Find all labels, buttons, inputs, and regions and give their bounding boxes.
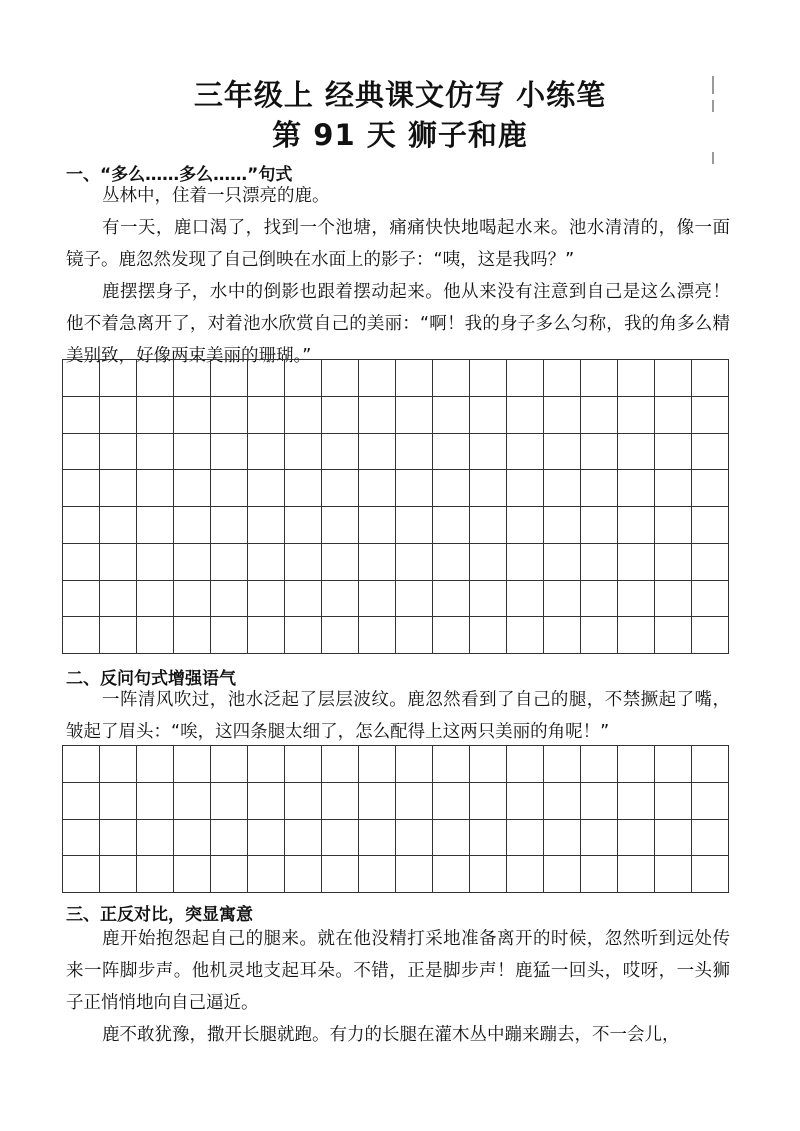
grid-cell[interactable]: [63, 820, 100, 857]
grid-cell[interactable]: [211, 360, 248, 397]
grid-cell[interactable]: [544, 544, 581, 581]
grid-cell[interactable]: [655, 360, 692, 397]
grid-cell[interactable]: [433, 544, 470, 581]
grid-cell[interactable]: [322, 507, 359, 544]
grid-cell[interactable]: [63, 507, 100, 544]
grid-cell[interactable]: [544, 820, 581, 857]
grid-cell[interactable]: [248, 507, 285, 544]
grid-cell[interactable]: [396, 746, 433, 783]
grid-cell[interactable]: [655, 746, 692, 783]
grid-cell[interactable]: [211, 507, 248, 544]
grid-cell[interactable]: [618, 434, 655, 471]
grid-cell[interactable]: [655, 434, 692, 471]
grid-cell[interactable]: [322, 820, 359, 857]
grid-cell[interactable]: [692, 820, 729, 857]
grid-cell[interactable]: [100, 783, 137, 820]
grid-cell[interactable]: [211, 856, 248, 893]
grid-cell[interactable]: [618, 397, 655, 434]
grid-cell[interactable]: [211, 470, 248, 507]
grid-cell[interactable]: [655, 397, 692, 434]
grid-cell[interactable]: [433, 856, 470, 893]
grid-cell[interactable]: [470, 581, 507, 618]
grid-cell[interactable]: [285, 856, 322, 893]
grid-cell[interactable]: [359, 581, 396, 618]
grid-cell[interactable]: [174, 397, 211, 434]
grid-cell[interactable]: [544, 783, 581, 820]
grid-cell[interactable]: [100, 470, 137, 507]
grid-cell[interactable]: [63, 544, 100, 581]
grid-cell[interactable]: [211, 434, 248, 471]
grid-cell[interactable]: [507, 856, 544, 893]
grid-cell[interactable]: [470, 507, 507, 544]
grid-cell[interactable]: [581, 360, 618, 397]
grid-cell[interactable]: [63, 856, 100, 893]
grid-cell[interactable]: [581, 820, 618, 857]
grid-cell[interactable]: [137, 581, 174, 618]
grid-cell[interactable]: [544, 617, 581, 654]
grid-cell[interactable]: [507, 397, 544, 434]
grid-cell[interactable]: [692, 507, 729, 544]
grid-cell[interactable]: [618, 617, 655, 654]
grid-cell[interactable]: [137, 820, 174, 857]
grid-cell[interactable]: [655, 617, 692, 654]
page-title: 三年级上 经典课文仿写 小练笔: [193, 78, 607, 112]
grid-cell[interactable]: [248, 617, 285, 654]
grid-cell[interactable]: [581, 746, 618, 783]
grid-cell[interactable]: [100, 746, 137, 783]
grid-cell[interactable]: [544, 434, 581, 471]
grid-cell[interactable]: [248, 470, 285, 507]
grid-cell[interactable]: [396, 544, 433, 581]
grid-cell[interactable]: [211, 820, 248, 857]
paragraph: 丛林中，住着一只漂亮的鹿。: [102, 186, 330, 206]
grid-cell[interactable]: [174, 507, 211, 544]
grid-cell[interactable]: [322, 397, 359, 434]
grid-cell[interactable]: [655, 507, 692, 544]
grid-cell[interactable]: [359, 544, 396, 581]
grid-cell[interactable]: [137, 470, 174, 507]
grid-cell[interactable]: [248, 783, 285, 820]
grid-cell[interactable]: [137, 397, 174, 434]
grid-cell[interactable]: [359, 507, 396, 544]
grid-cell[interactable]: [359, 360, 396, 397]
grid-cell[interactable]: [396, 470, 433, 507]
grid-cell[interactable]: [248, 397, 285, 434]
grid-cell[interactable]: [581, 617, 618, 654]
grid-cell[interactable]: [285, 507, 322, 544]
grid-cell[interactable]: [433, 360, 470, 397]
grid-cell[interactable]: [692, 581, 729, 618]
grid-cell[interactable]: [396, 581, 433, 618]
grid-cell[interactable]: [285, 746, 322, 783]
grid-cell[interactable]: [211, 397, 248, 434]
grid-cell[interactable]: [285, 820, 322, 857]
grid-cell[interactable]: [211, 617, 248, 654]
grid-cell[interactable]: [544, 397, 581, 434]
grid-cell[interactable]: [174, 746, 211, 783]
grid-cell[interactable]: [322, 434, 359, 471]
grid-cell[interactable]: [396, 360, 433, 397]
grid-cell[interactable]: [63, 746, 100, 783]
grid-cell[interactable]: [692, 544, 729, 581]
grid-cell[interactable]: [359, 746, 396, 783]
grid-cell[interactable]: [100, 360, 137, 397]
grid-cell[interactable]: [211, 581, 248, 618]
grid-cell[interactable]: [581, 397, 618, 434]
grid-cell[interactable]: [137, 617, 174, 654]
grid-cell[interactable]: [470, 856, 507, 893]
grid-cell[interactable]: [63, 360, 100, 397]
grid-cell[interactable]: [581, 856, 618, 893]
grid-cell[interactable]: [581, 783, 618, 820]
grid-cell[interactable]: [433, 507, 470, 544]
grid-cell[interactable]: [100, 820, 137, 857]
grid-cell[interactable]: [507, 470, 544, 507]
grid-cell[interactable]: [692, 856, 729, 893]
grid-cell[interactable]: [433, 783, 470, 820]
grid-cell[interactable]: [137, 544, 174, 581]
grid-cell[interactable]: [470, 746, 507, 783]
grid-cell[interactable]: [396, 856, 433, 893]
grid-cell[interactable]: [63, 470, 100, 507]
grid-cell[interactable]: [507, 581, 544, 618]
grid-cell[interactable]: [692, 470, 729, 507]
grid-cell[interactable]: [248, 746, 285, 783]
grid-cell[interactable]: [396, 397, 433, 434]
page-subtitle: 第 91 天 狮子和鹿: [272, 118, 528, 152]
grid-cell[interactable]: [544, 470, 581, 507]
grid-cell[interactable]: [359, 434, 396, 471]
grid-cell[interactable]: [581, 470, 618, 507]
grid-cell[interactable]: [544, 581, 581, 618]
grid-cell[interactable]: [618, 856, 655, 893]
grid-cell[interactable]: [137, 360, 174, 397]
grid-cell[interactable]: [433, 617, 470, 654]
grid-cell[interactable]: [470, 434, 507, 471]
grid-cell[interactable]: [470, 470, 507, 507]
writing-grid-1[interactable]: [62, 359, 729, 654]
grid-cell[interactable]: [248, 360, 285, 397]
grid-cell[interactable]: [137, 783, 174, 820]
grid-cell[interactable]: [100, 544, 137, 581]
grid-cell[interactable]: [285, 397, 322, 434]
grid-cell[interactable]: [359, 783, 396, 820]
grid-cell[interactable]: [322, 746, 359, 783]
grid-cell[interactable]: [470, 397, 507, 434]
grid-cell[interactable]: [137, 746, 174, 783]
grid-cell[interactable]: [618, 820, 655, 857]
grid-cell[interactable]: [618, 746, 655, 783]
grid-cell[interactable]: [322, 470, 359, 507]
grid-cell[interactable]: [322, 856, 359, 893]
grid-cell[interactable]: [618, 470, 655, 507]
grid-cell[interactable]: [174, 360, 211, 397]
grid-cell[interactable]: [211, 544, 248, 581]
grid-cell[interactable]: [174, 856, 211, 893]
grid-cell[interactable]: [618, 360, 655, 397]
grid-cell[interactable]: [581, 544, 618, 581]
paragraph: 鹿不敢犹豫，撒开长腿就跑。有力的长腿在灌木丛中蹦来蹦去，不一会儿，: [102, 1025, 680, 1045]
grid-cell[interactable]: [581, 581, 618, 618]
grid-cell[interactable]: [544, 360, 581, 397]
grid-cell[interactable]: [618, 544, 655, 581]
grid-cell[interactable]: [581, 507, 618, 544]
grid-cell[interactable]: [359, 397, 396, 434]
grid-cell[interactable]: [174, 617, 211, 654]
grid-cell[interactable]: [359, 617, 396, 654]
grid-cell[interactable]: [211, 746, 248, 783]
grid-cell[interactable]: [100, 617, 137, 654]
grid-cell[interactable]: [285, 783, 322, 820]
grid-cell[interactable]: [433, 470, 470, 507]
grid-cell[interactable]: [137, 856, 174, 893]
grid-cell[interactable]: [322, 617, 359, 654]
grid-cell[interactable]: [174, 783, 211, 820]
grid-cell[interactable]: [507, 820, 544, 857]
grid-cell[interactable]: [507, 507, 544, 544]
grid-cell[interactable]: [359, 820, 396, 857]
grid-cell[interactable]: [692, 397, 729, 434]
grid-cell[interactable]: [507, 434, 544, 471]
grid-cell[interactable]: [248, 544, 285, 581]
grid-cell[interactable]: [507, 746, 544, 783]
grid-cell[interactable]: [470, 544, 507, 581]
grid-cell[interactable]: [470, 820, 507, 857]
section-heading-1: 一、“多么……多么……”句式: [66, 165, 293, 185]
grid-cell[interactable]: [507, 783, 544, 820]
grid-cell[interactable]: [692, 783, 729, 820]
grid-cell[interactable]: [618, 507, 655, 544]
grid-cell[interactable]: [174, 470, 211, 507]
grid-cell[interactable]: [692, 746, 729, 783]
grid-cell[interactable]: [692, 360, 729, 397]
grid-cell[interactable]: [507, 360, 544, 397]
grid-cell[interactable]: [544, 507, 581, 544]
grid-cell[interactable]: [137, 434, 174, 471]
grid-cell[interactable]: [322, 783, 359, 820]
grid-cell[interactable]: [396, 617, 433, 654]
grid-cell[interactable]: [285, 544, 322, 581]
writing-grid-2[interactable]: [62, 745, 729, 893]
grid-cell[interactable]: [655, 783, 692, 820]
grid-cell[interactable]: [174, 434, 211, 471]
grid-cell[interactable]: [100, 397, 137, 434]
grid-cell[interactable]: [285, 470, 322, 507]
grid-cell[interactable]: [618, 783, 655, 820]
grid-cell[interactable]: [655, 581, 692, 618]
grid-cell[interactable]: [655, 544, 692, 581]
paragraph: 鹿摆摆身子，水中的倒影也跟着摆动起来。他从来没有注意到自己是这么漂亮！他不着急离开了，对着池水欣赏自己的美丽：“啊！我的身子多么匀称，我的角多么精美别致，好像两束美丽的珊瑚。”: [66, 282, 730, 366]
grid-cell[interactable]: [581, 434, 618, 471]
grid-cell[interactable]: [655, 470, 692, 507]
grid-cell[interactable]: [211, 783, 248, 820]
grid-cell[interactable]: [618, 581, 655, 618]
grid-cell[interactable]: [470, 360, 507, 397]
grid-cell[interactable]: [137, 507, 174, 544]
grid-cell[interactable]: [285, 434, 322, 471]
grid-cell[interactable]: [433, 746, 470, 783]
grid-cell[interactable]: [285, 617, 322, 654]
grid-cell[interactable]: [396, 507, 433, 544]
grid-cell[interactable]: [322, 360, 359, 397]
grid-cell[interactable]: [285, 360, 322, 397]
grid-cell[interactable]: [692, 434, 729, 471]
grid-cell[interactable]: [396, 783, 433, 820]
grid-cell[interactable]: [322, 581, 359, 618]
grid-cell[interactable]: [359, 856, 396, 893]
grid-cell[interactable]: [655, 820, 692, 857]
grid-cell[interactable]: [63, 783, 100, 820]
paragraph: 一阵清风吹过，池水泛起了层层波纹。鹿忽然看到了自己的腿，不禁撅起了嘴，皱起了眉头：“唉，这四条腿太细了，怎么配得上这两只美丽的角呢！”: [66, 690, 730, 742]
grid-cell[interactable]: [248, 434, 285, 471]
grid-cell[interactable]: [655, 856, 692, 893]
grid-cell[interactable]: [470, 617, 507, 654]
grid-cell[interactable]: [63, 434, 100, 471]
grid-cell[interactable]: [100, 856, 137, 893]
grid-cell[interactable]: [63, 581, 100, 618]
grid-cell[interactable]: [174, 581, 211, 618]
grid-cell[interactable]: [470, 783, 507, 820]
section-heading-2: 二、反问句式增强语气: [66, 669, 236, 689]
paragraph: 有一天，鹿口渴了，找到一个池塘，痛痛快快地喝起水来。池水清清的，像一面镜子。鹿忽然发现了自己倒映在水面上的影子：“咦，这是我吗？”: [66, 218, 730, 270]
grid-cell[interactable]: [174, 820, 211, 857]
grid-cell[interactable]: [396, 434, 433, 471]
grid-cell[interactable]: [433, 820, 470, 857]
grid-cell[interactable]: [100, 507, 137, 544]
grid-cell[interactable]: [433, 397, 470, 434]
grid-cell[interactable]: [248, 856, 285, 893]
grid-cell[interactable]: [285, 581, 322, 618]
grid-cell[interactable]: [248, 820, 285, 857]
grid-cell[interactable]: [544, 856, 581, 893]
grid-cell[interactable]: [248, 581, 285, 618]
grid-cell[interactable]: [507, 617, 544, 654]
grid-cell[interactable]: [63, 397, 100, 434]
grid-cell[interactable]: [692, 617, 729, 654]
grid-cell[interactable]: [100, 434, 137, 471]
grid-cell[interactable]: [174, 544, 211, 581]
section-heading-3: 三、正反对比，突显寓意: [66, 905, 253, 925]
grid-cell[interactable]: [544, 746, 581, 783]
grid-cell[interactable]: [507, 544, 544, 581]
grid-cell[interactable]: [433, 434, 470, 471]
grid-cell[interactable]: [433, 581, 470, 618]
grid-cell[interactable]: [322, 544, 359, 581]
paragraph: 鹿开始抱怨起自己的腿来。就在他没精打采地准备离开的时候，忽然听到远处传来一阵脚步声。他机灵地支起耳朵。不错，正是脚步声！鹿猛一回头，哎呀，一头狮子正悄悄地向自己逼近。: [66, 929, 730, 1013]
grid-cell[interactable]: [100, 581, 137, 618]
grid-cell[interactable]: [359, 470, 396, 507]
grid-cell[interactable]: [63, 617, 100, 654]
grid-cell[interactable]: [396, 820, 433, 857]
